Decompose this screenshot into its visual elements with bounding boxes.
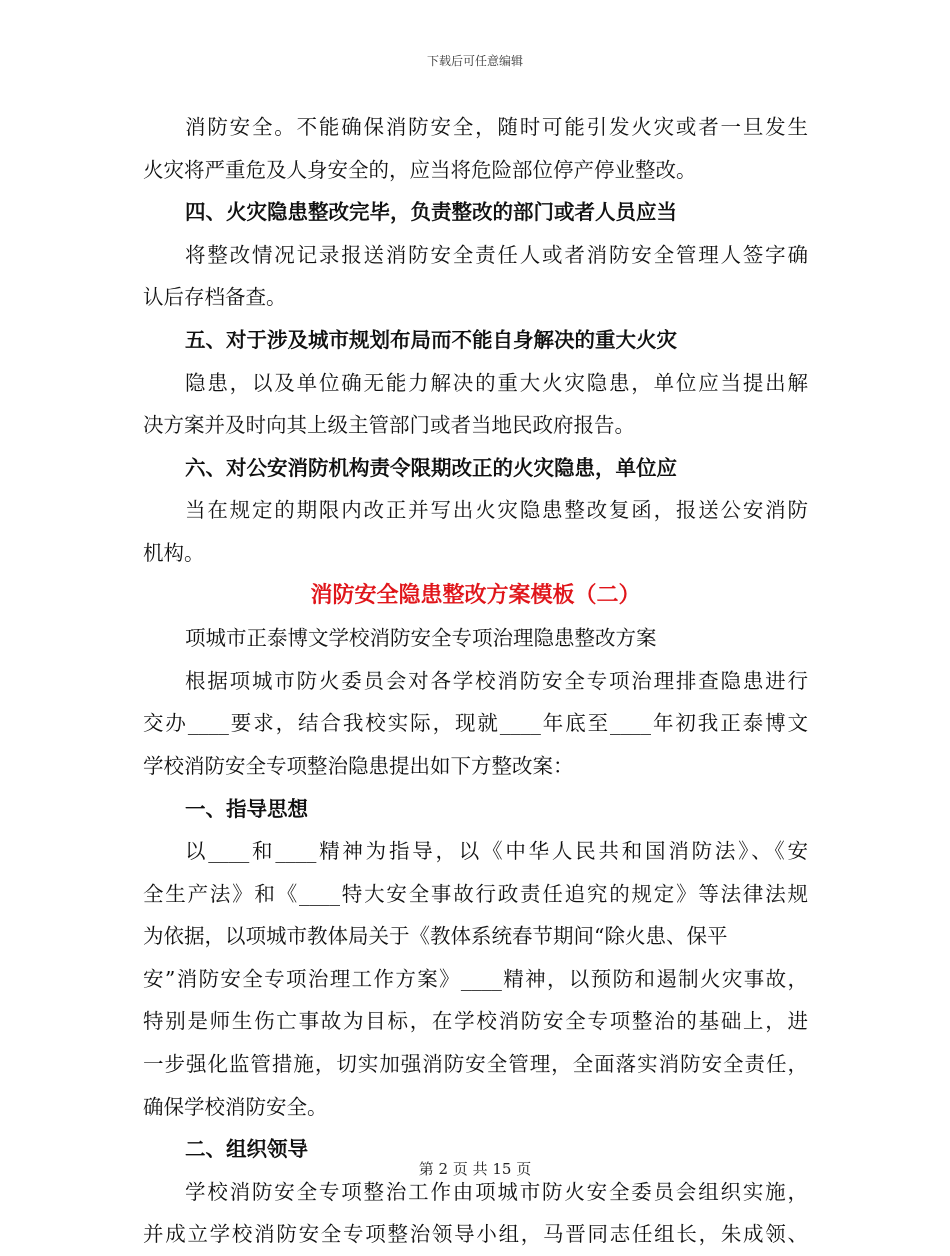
- section-heading: 一、指导思想: [185, 796, 308, 821]
- section-heading: 二、组织领导: [185, 1137, 308, 1162]
- text-line: 将整改情况记录报送消防安全责任人或者消防安全管理人签字确: [185, 242, 808, 267]
- text-line: 为依据，以项城市教体局关于《教体系统春节期间“除火患、保平: [143, 924, 728, 949]
- text-line: 消防安全。不能确保消防安全，随时可能引发火灾或者一旦发生: [185, 115, 808, 139]
- text-line: 以____和____精神为指导，以《中华人民共和国消防法》、《安: [185, 839, 808, 864]
- text-line: 认后存档备查。: [143, 285, 287, 310]
- text-line: 当在规定的期限内改正并写出火灾隐患整改复函，报送公安消防: [185, 498, 808, 523]
- text-line: 一步强化监管措施，切实加强消防安全管理，全面落实消防安全责任，: [143, 1052, 808, 1077]
- text-line: 全生产法》和《____特大安全事故行政责任追究的规定》等法律法规: [143, 881, 808, 906]
- text-line: 隐患，以及单位确无能力解决的重大火灾隐患，单位应当提出解: [185, 370, 808, 395]
- section-heading: 五、对于涉及城市规划布局而不能自身解决的重大火灾: [185, 327, 677, 352]
- text-line: 特别是师生伤亡事故为目标，在学校消防安全专项整治的基础上，进: [143, 1009, 808, 1034]
- text-line: 学校消防安全专项整治隐患提出如下方整改案：: [143, 753, 574, 778]
- text-line: 根据项城市防火委员会对各学校消防安全专项治理排查隐患进行: [185, 668, 808, 693]
- text-line: 并成立学校消防安全专项整治领导小组，马晋同志任组长，朱成领、: [143, 1222, 808, 1247]
- text-line: 学校消防安全专项整治工作由项城市防火安全委员会组织实施，: [185, 1179, 808, 1204]
- text-line: 安”消防安全专项治理工作方案》____精神，以预防和遏制火灾事故，: [143, 966, 808, 991]
- section-title: 消防安全隐患整改方案模板（二）: [310, 582, 641, 608]
- section-heading: 六、对公安消防机构责令限期改正的火灾隐患，单位应: [185, 455, 677, 480]
- text-line: 项城市正泰博文学校消防安全专项治理隐患整改方案: [185, 626, 657, 651]
- text-line: 决方案并及时向其上级主管部门或者当地民政府报告。: [143, 413, 635, 438]
- text-line: 交办____要求，结合我校实际，现就____年底至____年初我正泰博文: [143, 711, 808, 736]
- text-line: 火灾将严重危及人身安全的，应当将危险部位停产停业整改。: [143, 157, 697, 182]
- text-line: 机构。: [143, 540, 205, 565]
- page-footer: 第 2 页 共 15 页: [418, 1160, 532, 1178]
- page-header: 下载后可任意编辑: [426, 54, 523, 68]
- section-heading: 四、火灾隐患整改完毕，负责整改的部门或者人员应当: [185, 200, 677, 225]
- document-body: [143, 106, 808, 1256]
- text-line: 确保学校消防安全。: [143, 1094, 328, 1119]
